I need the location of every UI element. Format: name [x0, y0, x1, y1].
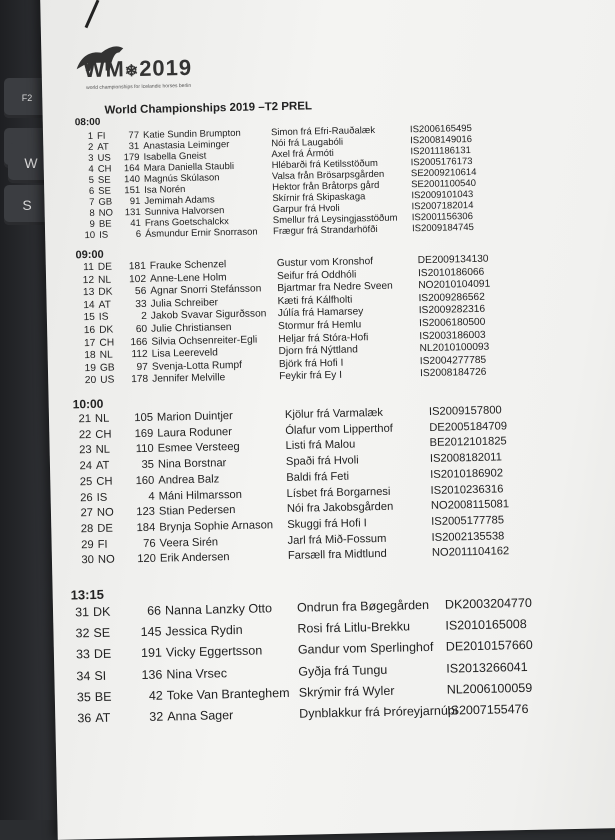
nation: CH [97, 163, 112, 175]
bib-number: 32 [149, 709, 164, 724]
rider-name: Nina Vrsec [166, 665, 228, 682]
nation: SI [94, 668, 107, 683]
horse-id: IS2009286562 [418, 291, 485, 304]
start-number: 33 [75, 647, 91, 662]
horse-id: DE2010157660 [445, 638, 533, 655]
horse-id: NO2010104091 [418, 278, 491, 292]
bib-number: 123 [136, 505, 156, 519]
horse-id: NL2006100059 [446, 680, 533, 697]
nation: DE [93, 647, 112, 662]
start-number: 12 [82, 274, 95, 286]
horse-name: Ondrun fra Bøgegården [296, 597, 430, 615]
rider-name: Svenja-Lotta Rumpf [151, 359, 243, 373]
bib-number: 169 [134, 427, 154, 440]
nation: CH [96, 475, 113, 488]
horse-name: Rosi frá Litlu-Brekku [297, 619, 411, 636]
start-number: 23 [79, 444, 92, 457]
start-number: 27 [80, 507, 94, 520]
start-number: 14 [83, 299, 95, 311]
horse-id: IS2009101043 [411, 188, 474, 202]
start-number: 4 [88, 163, 94, 176]
nation: FI [97, 538, 108, 551]
bib-number: 136 [141, 667, 163, 682]
rider-name: Mara Daniella Staubli [143, 160, 235, 174]
rider-name: Frauke Schenzel [149, 259, 227, 272]
start-number: 2 [87, 141, 94, 154]
horse-name: Gyðja frá Tungu [298, 662, 388, 679]
start-number: 36 [77, 711, 92, 726]
start-number: 31 [74, 605, 90, 620]
horse-id: IS2009157800 [428, 404, 502, 418]
rider-name: Stian Pedersen [158, 504, 236, 518]
horse-name: Lísbet frá Borgarnesi [286, 485, 391, 500]
start-number: 26 [80, 491, 93, 504]
horse-id: IS2011186131 [410, 145, 471, 158]
horse-name: Hektor från Bråtorps gård [272, 179, 380, 194]
horse-name: Kæti frá Kálfholti [277, 294, 353, 307]
nation: NL [99, 349, 113, 362]
nation: DE [97, 261, 113, 273]
group-time: 08:00 [74, 116, 101, 129]
bib-number: 31 [128, 140, 140, 153]
group-time: 10:00 [72, 396, 104, 412]
rider-name: Anna Sager [167, 708, 234, 724]
horse-name: Hlébarði frá Ketilsstöðum [271, 157, 378, 172]
nation: SE [93, 625, 111, 641]
nation: SE [98, 185, 112, 197]
horse-name: Stormur frá Hemlu [277, 319, 362, 333]
horse-id: IS2005176173 [410, 155, 473, 169]
start-number: 6 [88, 185, 95, 198]
rider-name: Silvia Ochsenreiter-Egli [151, 334, 258, 348]
start-number: 15 [83, 312, 95, 324]
nation: DK [98, 286, 113, 299]
horse-name: Farsæll fra Midtlund [287, 548, 387, 563]
group-time: 13:15 [70, 586, 105, 603]
rider-name: Sunniva Halvorsen [144, 205, 225, 218]
rider-name: Ásmundur Ernir Snorrason [145, 226, 258, 240]
start-number: 1 [87, 130, 94, 143]
keyboard-key: S [4, 185, 50, 225]
horse-id: NO2008115081 [430, 498, 510, 513]
horse-name: Björk frá Hofi I [278, 357, 344, 370]
group-time: 09:00 [75, 248, 104, 262]
page-title: World Championships 2019 –T2 PREL [104, 100, 313, 117]
horse-id: SE2001100540 [411, 177, 477, 191]
horse-name: Jarl frá Mið-Fossum [287, 532, 387, 547]
nation: SE [97, 174, 111, 186]
horse-id: DE2005184709 [429, 420, 508, 434]
horse-name: Smellur frá Leysingjasstöðum [272, 212, 398, 227]
horse-id: IS2006180500 [418, 316, 486, 330]
nation: AT [95, 459, 110, 473]
logo-subtitle: world championships for Icelandic horses berlin [86, 82, 192, 92]
nation: DK [92, 604, 111, 620]
horse-id: IS2009184745 [411, 221, 474, 235]
horse-name: Heljar frá Stóra-Hofi [278, 331, 369, 345]
start-number: 18 [84, 350, 96, 362]
nation: NO [97, 553, 115, 567]
rider-name: Isabella Gneist [143, 150, 207, 163]
nation: AT [98, 299, 111, 311]
bib-number: 105 [134, 411, 154, 425]
horse-name: Skuggi frá Hofi I [287, 517, 367, 531]
horse-name: Kjölur frá Varmalæk [284, 406, 384, 421]
horse-name: Frægur frá Strandarhöfði [272, 223, 378, 238]
horse-id: NL2010100093 [419, 341, 490, 355]
horse-name: Simon frá Efri-Rauðalæk [270, 125, 376, 139]
bib-number: 4 [148, 490, 155, 503]
start-number: 29 [81, 538, 94, 551]
bib-number: 91 [129, 195, 141, 208]
start-number: 25 [79, 475, 93, 489]
wm-logo [71, 43, 272, 107]
start-number: 7 [89, 196, 95, 209]
nation: NL [97, 274, 112, 286]
logo-year: 2019 [138, 54, 193, 81]
start-number: 9 [89, 218, 96, 231]
start-list-sheet [40, 0, 615, 840]
nation: BE [94, 689, 112, 704]
logo-wordmark: WM❄2019 [83, 54, 193, 83]
bib-number: 191 [140, 645, 163, 661]
nation: CH [95, 428, 112, 441]
rider-name: Andrea Balz [158, 473, 220, 487]
horse-id: IS2009282316 [418, 304, 486, 317]
rider-name: Magnús Skúlason [143, 172, 220, 185]
horse-name: Baldi frá Feti [286, 470, 350, 484]
start-number: 19 [84, 362, 97, 374]
start-number: 17 [83, 337, 96, 349]
rider-name: Anne-Lene Holm [149, 271, 227, 285]
horse-id: IS2008184726 [420, 367, 487, 380]
horse-name: Gustur vom Kronshof [276, 256, 374, 270]
nation: IS [98, 312, 109, 324]
horse-id: IS2008149016 [410, 133, 473, 147]
rider-name: Laura Roduner [157, 425, 233, 440]
nation: NO [96, 506, 114, 520]
horse-id: BE2012101825 [429, 435, 507, 450]
start-number: 11 [83, 261, 94, 274]
start-number: 8 [89, 207, 95, 220]
rider-name: Nanna Lanzky Otto [164, 601, 273, 618]
start-number: 30 [81, 554, 95, 567]
bib-number: 112 [131, 349, 148, 361]
nation: US [100, 374, 115, 387]
horse-id: IS2006165495 [409, 122, 472, 136]
horse-id: IS2010186902 [430, 467, 504, 481]
start-number: 13 [82, 287, 95, 299]
rider-name: Nina Borstnar [157, 457, 227, 471]
bib-number: 131 [124, 206, 141, 219]
horse-name: Axel frá Ármóti [271, 147, 334, 161]
bib-number: 102 [128, 273, 147, 285]
nation: US [97, 152, 111, 164]
bib-number: 41 [130, 217, 142, 230]
rider-name: Julie Christiansen [151, 322, 232, 335]
nation: AT [97, 141, 109, 153]
horse-id: DK2003204770 [444, 595, 532, 612]
horse-name: Nói frá Laugabóli [271, 136, 344, 150]
nation: CH [99, 337, 115, 349]
nation: IS [96, 491, 108, 504]
horse-name: Garpur frá Hvoli [272, 202, 340, 216]
rider-name: Vicky Eggertsson [165, 643, 263, 660]
bib-number: 181 [128, 260, 146, 273]
horse-name: Listi frá Malou [285, 438, 356, 453]
bib-number: 66 [146, 603, 162, 618]
logo-text: WM [83, 56, 126, 83]
bib-number: 33 [135, 298, 147, 310]
horse-id: IS2013266041 [446, 659, 528, 676]
horse-name: Gandur vom Sperlinghof [297, 640, 434, 658]
bib-number: 6 [135, 228, 142, 241]
start-number: 28 [80, 522, 94, 536]
rider-name: Toke Van Branteghem [166, 685, 290, 703]
bib-number: 145 [140, 624, 162, 640]
bib-number: 120 [137, 552, 157, 566]
bib-number: 42 [148, 688, 163, 703]
nation: NL [94, 412, 110, 425]
rider-name: Anastasia Leiminger [143, 139, 230, 152]
rider-name: Jennifer Melville [152, 372, 226, 386]
horse-id: DE2009134130 [417, 253, 489, 267]
keyboard-key: W [8, 143, 54, 183]
bib-number: 164 [123, 162, 140, 175]
start-number: 24 [79, 460, 93, 473]
horse-name: Seifur frá Oddhóli [276, 269, 357, 282]
nation: AT [95, 710, 111, 726]
horse-name: Júlía frá Hamarsey [277, 306, 364, 320]
rider-name: Lisa Leereveld [151, 347, 219, 360]
rider-name: Jessica Rydin [165, 623, 243, 639]
bib-number: 2 [141, 311, 147, 323]
horse-name: Spaði frá Hvoli [285, 454, 359, 469]
horse-name: Skírnir frá Skipaskaga [272, 191, 366, 205]
rider-name: Esmee Versteeg [157, 441, 240, 456]
horse-id: IS2001156306 [411, 210, 474, 224]
bib-number: 140 [124, 173, 141, 186]
rider-name: Máni Hilmarsson [158, 488, 243, 503]
horse-id: IS2007182014 [411, 199, 474, 213]
start-number: 21 [78, 413, 92, 426]
horse-id: NO2011104162 [431, 545, 510, 560]
rider-name: Jemimah Adams [144, 194, 215, 207]
bib-number: 110 [135, 443, 154, 456]
bib-number: 178 [131, 374, 149, 386]
horse-name: Valsa från Brösarpsgården [271, 168, 385, 183]
start-number: 32 [75, 626, 90, 641]
bib-number: 179 [123, 151, 140, 164]
pen-mark [85, 0, 100, 28]
horse-name: Feykir frá Ey I [279, 370, 343, 383]
start-number: 16 [83, 324, 96, 337]
rider-name: Marion Duintjer [156, 410, 233, 424]
horse-id: IS2005177785 [431, 514, 505, 528]
horse-id: IS2010186066 [417, 266, 485, 279]
start-number: 3 [88, 152, 94, 165]
rider-name: Agnar Snorri Stefánsson [150, 283, 262, 297]
rider-name: Frans Goetschalckx [144, 216, 229, 229]
bib-number: 97 [136, 361, 149, 373]
horse-name: Skrýmir frá Wyler [298, 683, 395, 700]
start-number: 20 [84, 375, 97, 387]
horse-name: Nói fra Jakobsgården [286, 500, 394, 516]
horse-id: IS2010165008 [445, 617, 527, 633]
nation: BE [98, 218, 112, 230]
nation: FI [96, 130, 106, 142]
horse-id: SE2009210614 [410, 166, 477, 180]
rider-name: Isa Norén [144, 183, 186, 196]
horse-name: Djorn frá Nýttland [278, 344, 359, 358]
horse-name: Dynblakkur frá Þróreyjarnúpi [299, 703, 458, 721]
rider-name: Erik Andersen [159, 551, 230, 565]
horse-id: IS2007155476 [447, 701, 529, 718]
horse-name: Bjartmar fra Nedre Sveen [277, 280, 393, 295]
horse-id: IS2003186003 [419, 329, 486, 342]
start-number: 22 [78, 428, 92, 441]
rider-name: Katie Sundin Brumpton [142, 127, 241, 141]
bib-number: 184 [136, 521, 156, 534]
rider-name: Julia Schreiber [150, 297, 219, 310]
bib-number: 35 [141, 458, 155, 472]
bib-number: 77 [128, 129, 140, 142]
horse-id: IS2010236316 [430, 482, 504, 497]
horse-id: IS2008182011 [429, 451, 502, 466]
bib-number: 56 [134, 286, 147, 298]
bib-number: 160 [135, 474, 155, 487]
nation: NL [95, 444, 111, 457]
rider-name: Jakob Svavar Sigurðsson [150, 308, 267, 323]
nation: GB [98, 196, 113, 208]
horse-id: IS2004277785 [419, 354, 487, 367]
bib-number: 76 [143, 537, 156, 550]
rider-name: Brynja Sophie Arnason [159, 519, 274, 534]
horse-name: Ólafur vom Lipperthof [285, 422, 393, 437]
nation: NO [98, 207, 114, 219]
start-number: 35 [76, 689, 91, 705]
horse-id: IS2002135538 [431, 529, 505, 544]
bib-number: 166 [130, 336, 148, 348]
nation: DK [99, 324, 114, 336]
nation: DE [97, 522, 113, 535]
bib-number: 151 [124, 184, 141, 197]
start-number: 10 [84, 229, 96, 242]
rider-name: Veera Sirén [159, 535, 219, 550]
nation: GB [99, 362, 115, 374]
start-number: 34 [76, 668, 91, 683]
start-number: 5 [88, 174, 95, 187]
keyboard-key: F2 [4, 78, 50, 118]
nation: IS [99, 229, 109, 241]
bib-number: 60 [135, 323, 148, 336]
